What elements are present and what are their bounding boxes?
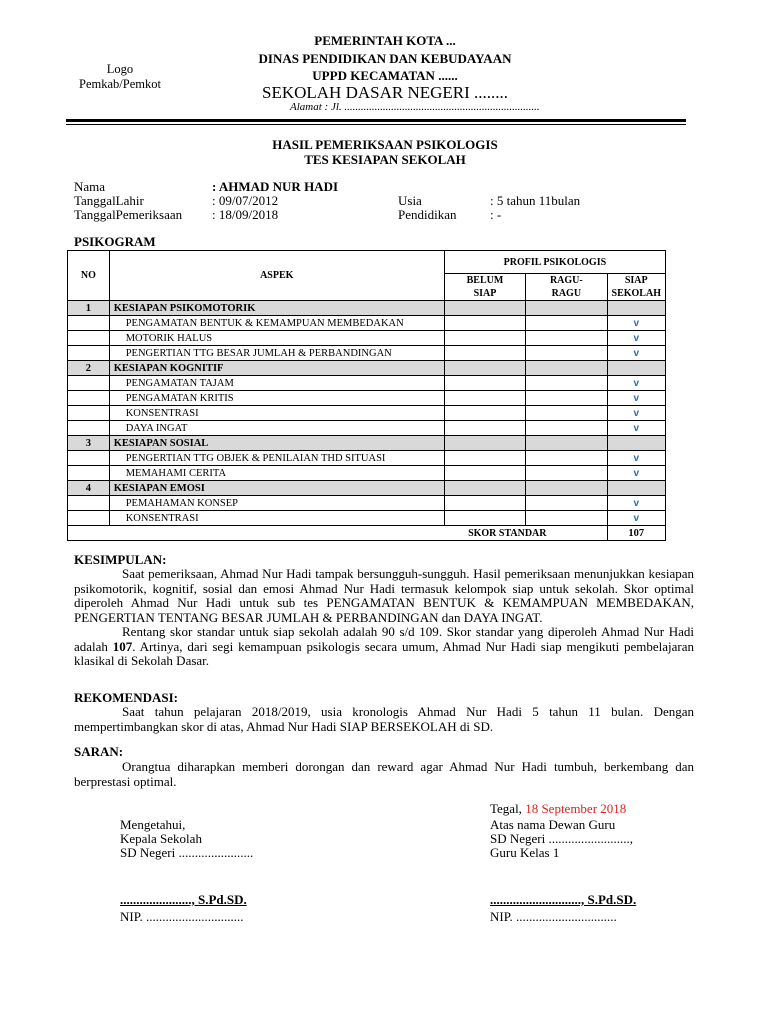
- section-title: KESIAPAN KOGNITIF: [109, 361, 444, 376]
- rekomendasi-p1: Saat tahun pelajaran 2018/2019, usia kronologis Ahmad Nur Hadi 5 tahun 11 bulan. Dengan mempertimbangkan skor di atas, Ahmad Nur Hadi SIAP BERSEKOLAH di SD.: [74, 704, 694, 734]
- aspect-row: [68, 466, 666, 481]
- aspect-label: KONSENTRASI: [109, 406, 444, 421]
- place: Tegal,: [490, 801, 526, 816]
- aspect-row: [68, 406, 666, 421]
- col-siap: SIAP SEKOLAH: [607, 274, 666, 301]
- cell-ragu: [526, 346, 607, 361]
- section-no: 4: [68, 481, 110, 496]
- rekomendasi-heading: REKOMENDASI:: [74, 690, 179, 705]
- lahir-label: TanggalLahir: [74, 193, 144, 208]
- right-line-2: SD Negeri .........................,: [490, 831, 633, 846]
- logo-placeholder: Logo Pemkab/Pemkot: [79, 62, 161, 91]
- score-value: 107: [607, 526, 666, 541]
- cell-ragu: [526, 316, 607, 331]
- cell-no: [68, 331, 110, 346]
- check-mark: v: [607, 376, 666, 391]
- section-row: [68, 436, 666, 451]
- aspect-label: DAYA INGAT: [109, 421, 444, 436]
- check-mark: v: [607, 391, 666, 406]
- saran-p1: Orangtua diharapkan memberi dorongan dan reward agar Ahmad Nur Hadi tumbuh, berkembang dan berprestasi optimal.: [74, 759, 694, 789]
- aspect-label: PENGAMATAN BENTUK & KEMAMPUAN MEMBEDAKAN: [109, 316, 444, 331]
- cell-siap: [607, 361, 666, 376]
- cell-belum: [444, 466, 525, 481]
- saran-body: [74, 760, 694, 789]
- pendidikan-label: Pendidikan: [398, 207, 457, 222]
- check-mark: v: [607, 406, 666, 421]
- cell-siap: [607, 481, 666, 496]
- cell-ragu: [526, 376, 607, 391]
- left-nip: NIP. ..............................: [120, 909, 244, 924]
- cell-belum: [444, 436, 525, 451]
- check-mark: v: [607, 451, 666, 466]
- cell-siap: [607, 436, 666, 451]
- aspect-row: [68, 331, 666, 346]
- right-line-3: Guru Kelas 1: [490, 845, 560, 860]
- cell-belum: [444, 346, 525, 361]
- periksa-label: TanggalPemeriksaan: [74, 207, 183, 222]
- aspect-label: PEMAHAMAN KONSEP: [109, 496, 444, 511]
- check-mark: v: [607, 346, 666, 361]
- check-mark: v: [607, 496, 666, 511]
- cell-no: [68, 376, 110, 391]
- cell-belum: [444, 391, 525, 406]
- aspect-row: [68, 451, 666, 466]
- kesimpulan-heading: KESIMPULAN:: [74, 552, 167, 567]
- check-mark: v: [607, 316, 666, 331]
- right-signatory: ............................, S.Pd.SD.: [490, 892, 637, 907]
- col-ragu: RAGU- RAGU: [526, 274, 607, 301]
- aspect-row: [68, 316, 666, 331]
- doc-title: HASIL PEMERIKSAAN PSIKOLOGIS: [272, 137, 498, 152]
- lahir-value: : 09/07/2012: [212, 193, 279, 208]
- cell-no: [68, 511, 110, 526]
- kesimpulan-body: [74, 567, 694, 669]
- col-no: NO: [68, 251, 110, 301]
- section-row: [68, 301, 666, 316]
- cell-ragu: [526, 301, 607, 316]
- periksa-value: : 18/09/2018: [212, 207, 279, 222]
- right-nip: NIP. ...............................: [490, 909, 617, 924]
- kesimpulan-p2: [74, 625, 694, 669]
- cell-ragu: [526, 421, 607, 436]
- cell-ragu: [526, 496, 607, 511]
- cell-belum: [444, 376, 525, 391]
- header-line-1: PEMERINTAH KOTA ...: [314, 33, 456, 48]
- saran-heading: SARAN:: [74, 744, 124, 759]
- aspect-row: [68, 511, 666, 526]
- rekomendasi-body: [74, 705, 694, 734]
- section-row: [68, 361, 666, 376]
- section-no: 1: [68, 301, 110, 316]
- usia-value: : 5 tahun 11bulan: [490, 193, 581, 208]
- cell-no: [68, 346, 110, 361]
- aspect-label: PENGAMATAN TAJAM: [109, 376, 444, 391]
- aspect-label: MOTORIK HALUS: [109, 331, 444, 346]
- header-line-2: DINAS PENDIDIKAN DAN KEBUDAYAAN: [258, 51, 512, 66]
- cell-belum: [444, 481, 525, 496]
- cell-no: [68, 451, 110, 466]
- cell-belum: [444, 451, 525, 466]
- section-title: KESIAPAN PSIKOMOTORIK: [109, 301, 444, 316]
- cell-belum: [444, 511, 525, 526]
- psikogram-heading: PSIKOGRAM: [74, 234, 156, 249]
- section-title: KESIAPAN EMOSI: [109, 481, 444, 496]
- cell-no: [68, 406, 110, 421]
- cell-belum: [444, 406, 525, 421]
- left-signatory: ......................, S.Pd.SD.: [120, 892, 247, 907]
- kesimpulan-p2b: . Skor standar yang diperoleh Ahmad Nur Hadi adalah: [74, 624, 694, 654]
- cell-no: [68, 391, 110, 406]
- aspect-label: MEMAHAMI CERITA: [109, 466, 444, 481]
- check-mark: v: [607, 421, 666, 436]
- usia-label: Usia: [398, 193, 422, 208]
- aspect-row: [68, 421, 666, 436]
- aspect-row: [68, 346, 666, 361]
- doc-subtitle: TES KESIAPAN SEKOLAH: [304, 152, 466, 167]
- cell-belum: [444, 421, 525, 436]
- cell-no: [68, 421, 110, 436]
- section-row: [68, 481, 666, 496]
- school-name: SEKOLAH DASAR NEGERI ........: [261, 83, 509, 102]
- aspect-label: PENGERTIAN TTG BESAR JUMLAH & PERBANDINGAN: [109, 346, 444, 361]
- cell-ragu: [526, 511, 607, 526]
- section-no: 3: [68, 436, 110, 451]
- aspect-row: [68, 376, 666, 391]
- left-line-2: Kepala Sekolah: [120, 831, 202, 846]
- address: Alamat : Jl. .......................................................................: [290, 101, 540, 113]
- aspect-label: KONSENTRASI: [109, 511, 444, 526]
- aspect-row: [68, 391, 666, 406]
- aspect-label: PENGERTIAN TTG OBJEK & PENILAIAN THD SITUASI: [109, 451, 444, 466]
- aspect-row: [68, 496, 666, 511]
- cell-belum: [444, 361, 525, 376]
- pendidikan-value: : -: [490, 207, 502, 222]
- col-profil: PROFIL PSIKOLOGIS: [444, 251, 665, 274]
- kesimpulan-p2c: 107: [112, 638, 133, 654]
- cell-ragu: [526, 331, 607, 346]
- cell-ragu: [526, 406, 607, 421]
- cell-ragu: [526, 466, 607, 481]
- right-line-1: Atas nama Dewan Guru: [490, 817, 616, 832]
- nama-label: Nama: [74, 179, 106, 194]
- score-row: [68, 526, 666, 541]
- section-title: KESIAPAN SOSIAL: [109, 436, 444, 451]
- section-no: 2: [68, 361, 110, 376]
- cell-belum: [444, 301, 525, 316]
- cell-siap: [607, 301, 666, 316]
- cell-no: [68, 496, 110, 511]
- cell-belum: [444, 316, 525, 331]
- cell-ragu: [526, 436, 607, 451]
- kesimpulan-p2a: Rentang skor standar untuk siap sekolah adalah 90 s/d 109: [122, 624, 439, 639]
- psikogram-table: [67, 250, 666, 541]
- cell-no: [68, 316, 110, 331]
- header-rule-thin: [66, 124, 686, 125]
- check-mark: v: [607, 331, 666, 346]
- header-rule-thick: [66, 119, 686, 122]
- cell-ragu: [526, 391, 607, 406]
- score-label: SKOR STANDAR: [68, 526, 608, 541]
- cell-belum: [444, 331, 525, 346]
- left-line-3: SD Negeri .......................: [120, 845, 254, 860]
- sign-date: 18 September 2018: [525, 801, 627, 816]
- left-line-1: Mengetahui,: [120, 817, 186, 832]
- nama-value: : AHMAD NUR HADI: [212, 179, 339, 194]
- col-aspek: ASPEK: [109, 251, 444, 301]
- check-mark: v: [607, 466, 666, 481]
- kesimpulan-p2d: . Artinya, dari segi kemampuan psikologis secara umum, Ahmad Nur Hadi siap mengikuti pembelajaran klasikal di Sekolah Dasar.: [74, 638, 694, 668]
- cell-ragu: [526, 481, 607, 496]
- cell-ragu: [526, 451, 607, 466]
- check-mark: v: [607, 511, 666, 526]
- cell-no: [68, 466, 110, 481]
- cell-ragu: [526, 361, 607, 376]
- header-line-3: UPPD KECAMATAN ......: [312, 68, 458, 83]
- place-date: [490, 801, 626, 816]
- col-belum-siap: BELUM SIAP: [444, 274, 525, 301]
- cell-belum: [444, 496, 525, 511]
- kesimpulan-p1: Saat pemeriksaan, Ahmad Nur Hadi tampak bersungguh-sungguh. Hasil pemeriksaan menunjukkan kesiapan psikomotorik, kognitif, sosial dan emosi Ahmad Nur Hadi termasuk kelompok siap untuk sekolah. Skor optimal diperoleh Ahmad Nur Hadi untuk sub tes PENGAMATAN BENTUK & KEMAMPUAN MEMBEDAKAN, PENGERTIAN TENTANG BESAR JUMLAH & PERBANDINGAN dan DAYA INGAT.: [74, 566, 694, 625]
- aspect-label: PENGAMATAN KRITIS: [109, 391, 444, 406]
